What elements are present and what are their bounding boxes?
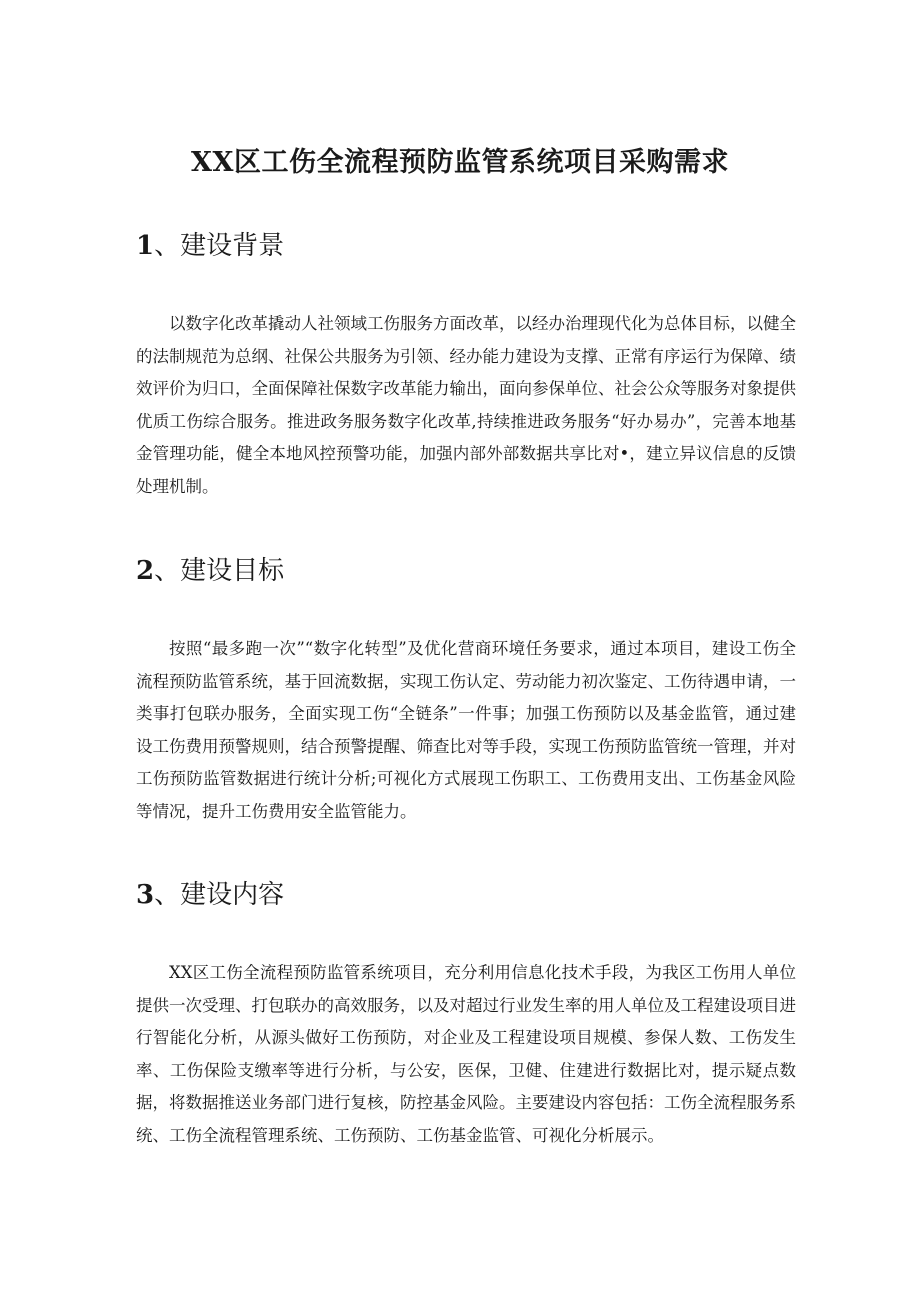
section-separator: 、 — [154, 556, 181, 586]
section-number: 2 — [136, 556, 155, 586]
section-number: 1 — [136, 231, 155, 261]
section-heading — [136, 226, 796, 266]
section-heading-text: 建设内容 — [180, 880, 285, 910]
section-heading-text: 建设目标 — [180, 556, 285, 586]
section-paragraph: 以数字化改革撬动人社领域工伤服务方面改革，以经办治理现代化为总体目标，以健全的法制规范为总纲、社保公共服务为引领、经办能力建设为支撑、正常有序运行为保障、绩效评价为归口，全面保障社保数字改革能力输出，面向参保单位、社会公众等服务对象提供优质工伤综合服务。推进政务服务数字化改革,持续推进政务服务“好办易办”，完善本地基金管理功能，健全本地风控预警功能，加强内部外部数据共享比对•，建立异议信息的反馈处理机制。 — [136, 314, 796, 496]
document-title: XX区工伤全流程预防监管系统项目采购需求 — [191, 147, 729, 178]
section-separator: 、 — [154, 880, 181, 910]
section-number: 3 — [136, 880, 155, 910]
section-paragraph: XX区工伤全流程预防监管系统项目，充分利用信息化技术手段，为我区工伤用人单位提供一次受理、打包联办的高效服务，以及对超过行业发生率的用人单位及工程建设项目进行智能化分析，从源头做好工伤预防，对企业及工程建设项目规模、参保人数、工伤发生率、工伤保险支缴率等进行分析，与公安，医保，卫健、住建进行数据比对，提示疑点数据，将数据推送业务部门进行复核，防控基金风险。主要建设内容包括：工伤全流程服务系统、工伤全流程管理系统、工伤预防、工伤基金监管、可视化分析展示。 — [136, 963, 796, 1145]
section-heading-text: 建设背景 — [180, 231, 285, 261]
section-construction-background — [136, 226, 796, 504]
section-separator: 、 — [154, 231, 181, 261]
section-paragraph: 按照“最多跑一次”“数字化转型”及优化营商环境任务要求，通过本项目，建设工伤全流程预防监管系统，基于回流数据，实现工伤认定、劳动能力初次鉴定、工伤待遇申请，一类事打包联办服务，全面实现工伤“全链条”一件事；加强工伤预防以及基金监管，通过建设工伤费用预警规则，结合预警提醒、筛查比对等手段，实现工伤预防监管统一管理，并对工伤预防监管数据进行统计分析;可视化方式展现工伤职工、工伤费用支出、工伤基金风险等情况，提升工伤费用安全监管能力。 — [136, 639, 796, 821]
section-construction-content — [136, 875, 796, 1153]
section-heading — [136, 875, 796, 915]
section-heading — [136, 551, 796, 591]
section-construction-goals — [136, 551, 796, 829]
